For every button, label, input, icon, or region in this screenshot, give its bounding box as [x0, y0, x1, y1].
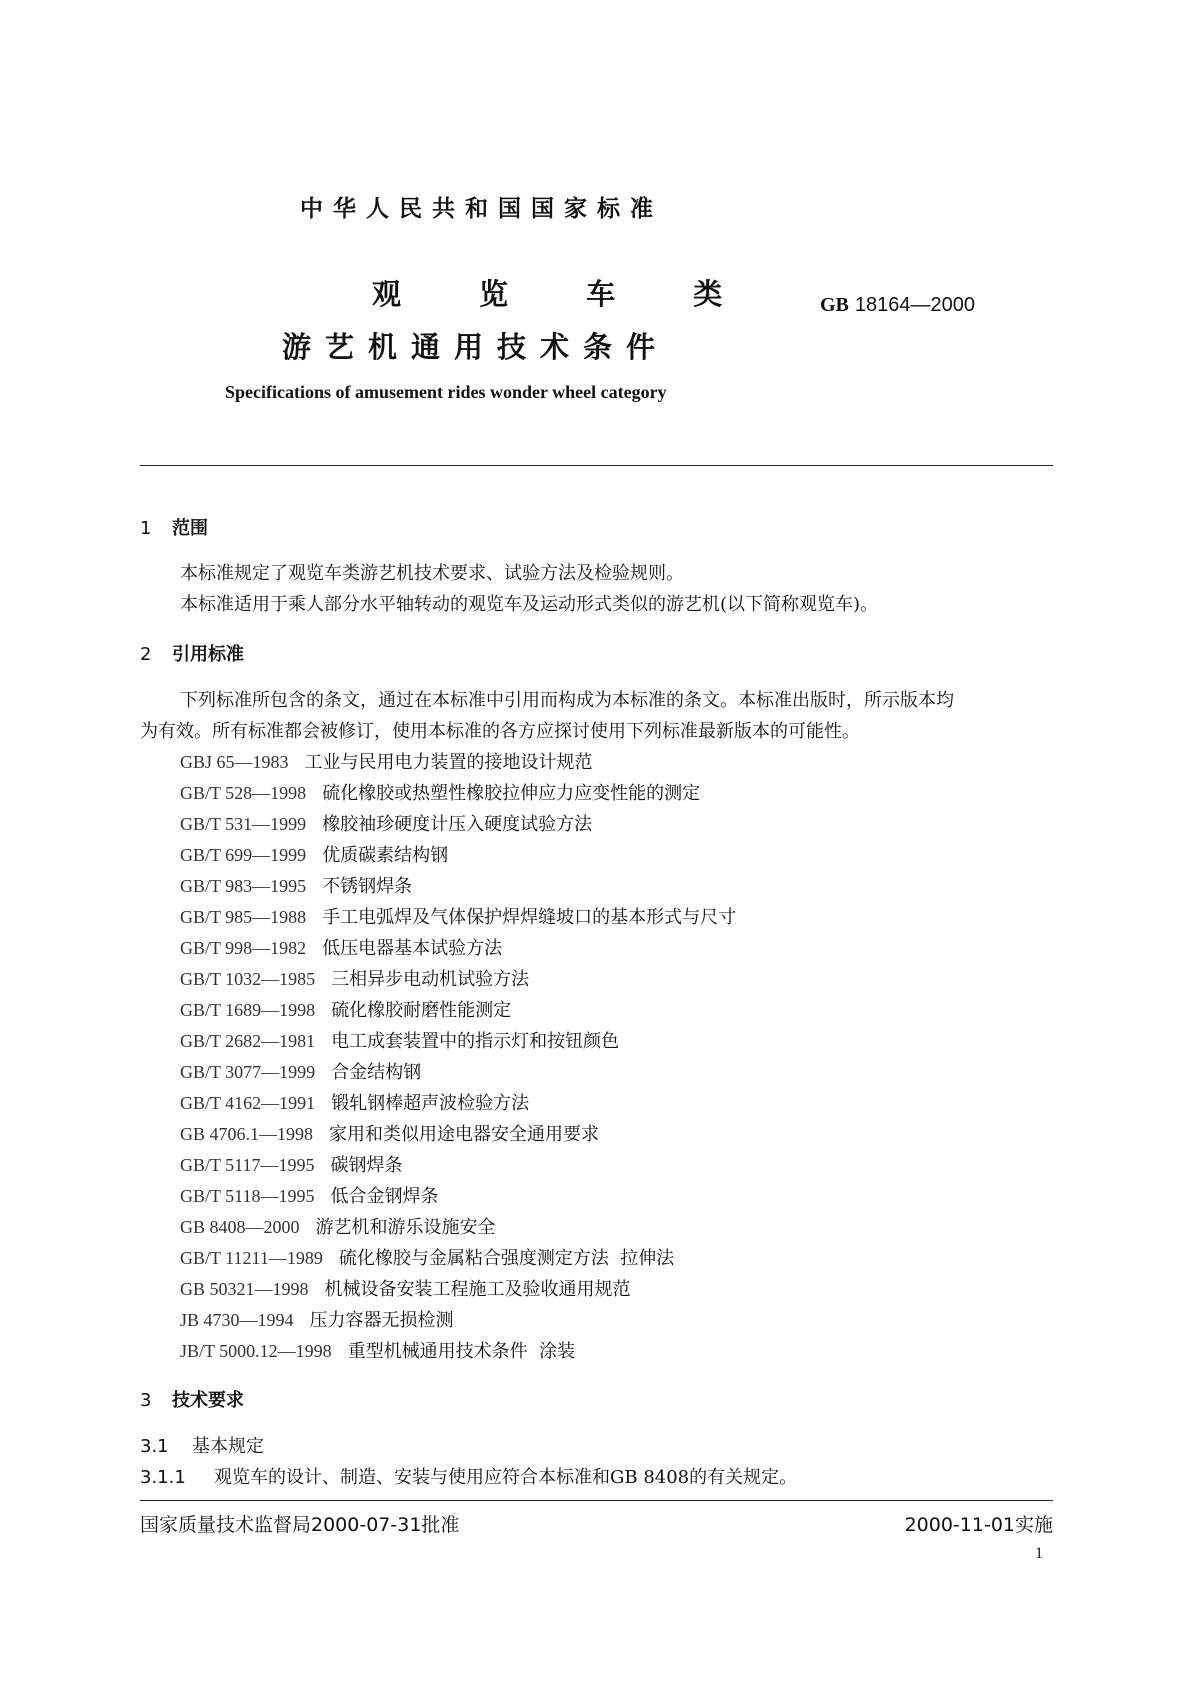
reference-title: 优质碳素结构钢 — [322, 845, 449, 866]
reference-code: GB/T 3077—1999 — [180, 1062, 316, 1082]
subsection-title: 基本规定 — [192, 1436, 264, 1457]
section-3-heading — [140, 1386, 244, 1412]
section-title: 技术要求 — [172, 1390, 244, 1411]
reference-item — [180, 841, 448, 867]
reference-title: 电工成套装置中的指示灯和按钮颜色 — [331, 1031, 620, 1052]
reference-item — [180, 1337, 575, 1363]
reference-title: 合金结构钢 — [331, 1062, 422, 1083]
reference-item — [180, 934, 502, 960]
standard-code-number: 18164—2000 — [854, 294, 976, 316]
reference-title: 手工电弧焊及气体保护焊焊缝坡口的基本形式与尺寸 — [322, 907, 737, 928]
reference-title: 压力容器无损检测 — [309, 1310, 454, 1331]
reference-item — [180, 1182, 439, 1208]
reference-code: GB/T 528—1998 — [180, 783, 307, 803]
reference-code: JB 4730—1994 — [180, 1310, 294, 1330]
section-number: 1 — [140, 518, 152, 539]
reference-code: GB/T 5118—1995 — [180, 1186, 315, 1206]
reference-item — [180, 1275, 631, 1301]
header-divider — [140, 465, 1053, 466]
section-2-intro-line-1: 下列标准所包含的条文，通过在本标准中引用而构成为本标准的条文。本标准出版时，所示版本均 — [180, 690, 954, 711]
reference-title: 低压电器基本试验方法 — [322, 938, 503, 959]
reference-item — [180, 996, 511, 1022]
reference-code: GB 50321—1998 — [180, 1279, 309, 1299]
section-1-heading — [140, 514, 208, 540]
reference-title: 不锈钢焊条 — [322, 876, 413, 897]
reference-item — [180, 1058, 421, 1084]
title-line-2: 游艺机通用技术条件 — [282, 330, 670, 364]
reference-item — [180, 872, 412, 898]
section-1-paragraph-2: 本标准适用于乘人部分水平轴转动的观览车及运动形式类似的游艺机(以下简称观览车)。 — [180, 594, 879, 615]
reference-title: 机械设备安装工程施工及验收通用规范 — [324, 1279, 631, 1300]
reference-item — [180, 1213, 496, 1239]
reference-code: GB/T 1032—1985 — [180, 969, 316, 989]
reference-code: GB/T 2682—1981 — [180, 1031, 316, 1051]
title-line-1: 观 览 车 类 — [372, 277, 757, 311]
clause-text: 观览车的设计、制造、安装与使用应符合本标准和GB 8408的有关规定。 — [214, 1467, 798, 1488]
reference-title: 家用和类似用途电器安全通用要求 — [329, 1124, 600, 1145]
reference-title: 三相异步电动机试验方法 — [331, 969, 530, 990]
reference-code: GB/T 11211—1989 — [180, 1248, 323, 1268]
section-number: 2 — [140, 644, 152, 665]
standard-code — [820, 292, 975, 317]
reference-item — [180, 779, 700, 805]
reference-code: GB/T 5117—1995 — [180, 1155, 315, 1175]
reference-code: GB/T 699—1999 — [180, 845, 307, 865]
reference-item — [180, 1244, 674, 1270]
standard-code-prefix: GB — [820, 294, 849, 316]
section-1-paragraph-1: 本标准规定了观览车类游艺机技术要求、试验方法及检验规则。 — [180, 563, 684, 584]
effective-date: 2000-11-01实施 — [904, 1514, 1053, 1536]
approval-statement: 国家质量技术监督局2000-07-31批准 — [140, 1514, 460, 1536]
subsection-number: 3.1 — [140, 1436, 169, 1457]
section-number: 3 — [140, 1390, 152, 1411]
reference-code: GBJ 65—1983 — [180, 752, 289, 772]
clause-3-1-1 — [140, 1463, 797, 1489]
reference-code: GB/T 1689—1998 — [180, 1000, 316, 1020]
reference-title: 重型机械通用技术条件 涂装 — [347, 1341, 576, 1362]
reference-code: GB/T 998—1982 — [180, 938, 307, 958]
reference-code: JB/T 5000.12—1998 — [180, 1341, 332, 1361]
reference-item — [180, 810, 592, 836]
reference-item — [180, 965, 529, 991]
reference-code: GB/T 4162—1991 — [180, 1093, 316, 1113]
clause-number: 3.1.1 — [140, 1467, 186, 1488]
reference-title: 锻轧钢棒超声波检验方法 — [331, 1093, 530, 1114]
reference-title: 硫化橡胶与金属粘合强度测定方法 拉伸法 — [338, 1248, 675, 1269]
subsection-3-1 — [140, 1432, 264, 1458]
national-standard-header: 中华人民共和国国家标准 — [300, 196, 663, 222]
reference-code: GB/T 531—1999 — [180, 814, 307, 834]
reference-item — [180, 1089, 529, 1115]
reference-item — [180, 1027, 619, 1053]
english-title: Specifications of amusement rides wonder wheel category — [225, 382, 667, 402]
reference-title: 低合金钢焊条 — [330, 1186, 439, 1207]
reference-title: 橡胶袖珍硬度计压入硬度试验方法 — [322, 814, 593, 835]
reference-code: GB 8408—2000 — [180, 1217, 300, 1237]
reference-title: 工业与民用电力装置的接地设计规范 — [304, 752, 593, 773]
section-title: 范围 — [172, 518, 208, 539]
reference-code: GB/T 985—1988 — [180, 907, 307, 927]
reference-title: 碳钢焊条 — [330, 1155, 403, 1176]
reference-item — [180, 1151, 403, 1177]
reference-title: 硫化橡胶或热塑性橡胶拉伸应力应变性能的测定 — [322, 783, 701, 804]
reference-item — [180, 903, 736, 929]
section-2-heading — [140, 640, 244, 666]
reference-item — [180, 1120, 599, 1146]
footer-divider — [140, 1500, 1053, 1501]
reference-item — [180, 748, 593, 774]
section-title: 引用标准 — [172, 644, 244, 665]
reference-title: 游艺机和游乐设施安全 — [315, 1217, 496, 1238]
page-number: 1 — [1035, 1545, 1043, 1562]
reference-code: GB 4706.1—1998 — [180, 1124, 314, 1144]
reference-code: GB/T 983—1995 — [180, 876, 307, 896]
reference-title: 硫化橡胶耐磨性能测定 — [331, 1000, 512, 1021]
section-2-intro-line-2: 为有效。所有标准都会被修订，使用本标准的各方应探讨使用下列标准最新版本的可能性。 — [140, 721, 860, 742]
reference-item — [180, 1306, 454, 1332]
